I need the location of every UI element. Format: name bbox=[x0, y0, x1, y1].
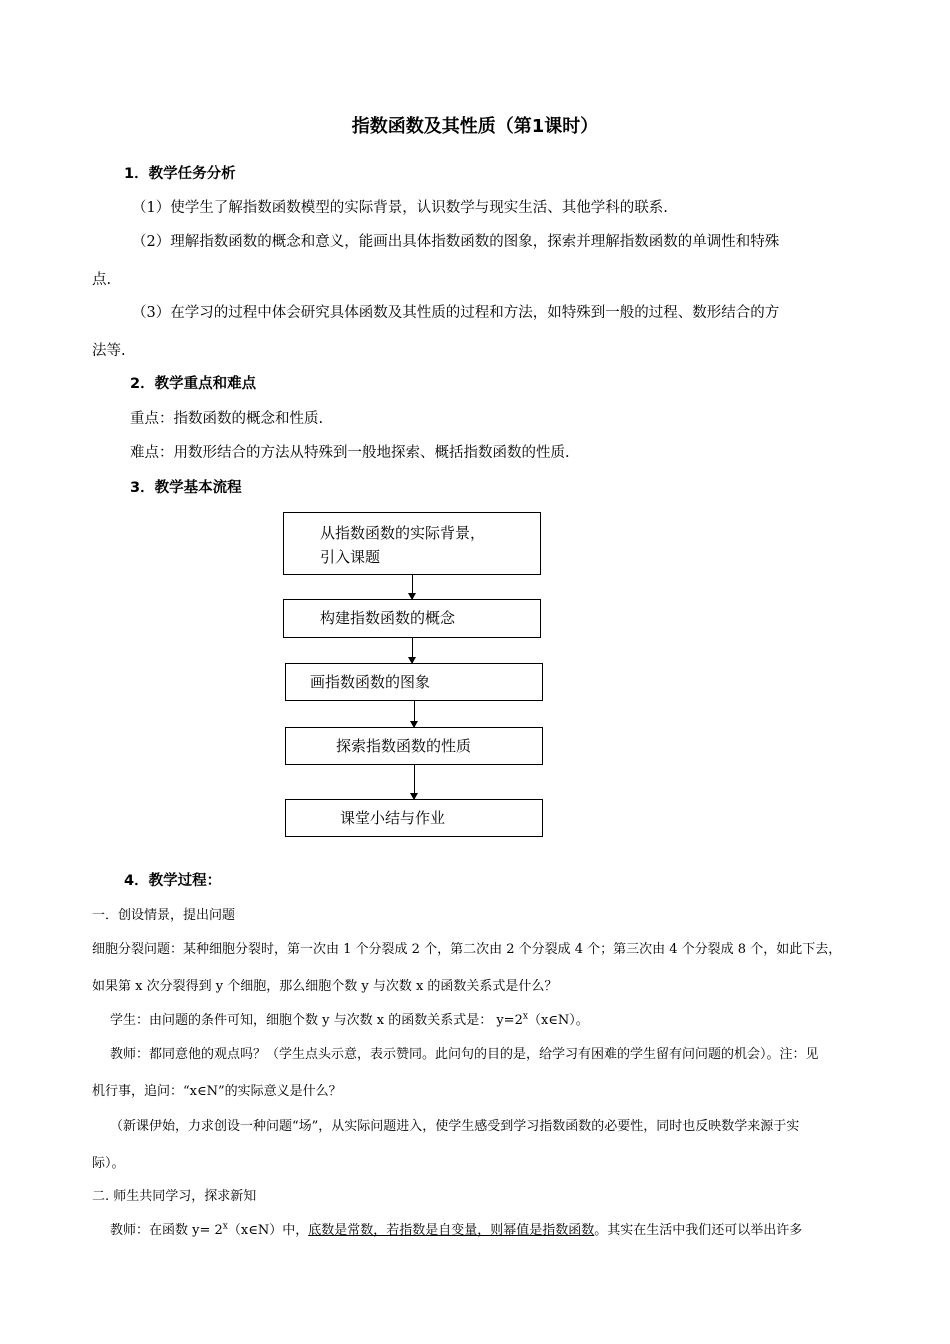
flow-arrow-4 bbox=[414, 765, 415, 799]
section-4-heading: 4．教学过程： bbox=[124, 873, 222, 889]
flow-arrow-1 bbox=[412, 575, 413, 599]
flow-step-3 bbox=[285, 663, 543, 701]
objective-3-line-2: 法等. bbox=[92, 343, 126, 359]
flow-arrow-3 bbox=[414, 701, 415, 727]
flow-step-2-label: 构建指数函数的概念 bbox=[320, 609, 456, 627]
flow-step-2 bbox=[283, 599, 541, 638]
objective-1: （1）使学生了解指数函数模型的实际背景，认识数学与现实生活、其他学科的联系. bbox=[132, 200, 668, 216]
objective-2-line-1: （2）理解指数函数的概念和意义，能画出具体指数函数的图象，探索并理解指数函数的单调性和特殊 bbox=[132, 234, 780, 250]
teacher-line-3-end: 。其实在生活中我们还可以举出许多 bbox=[594, 1223, 803, 1238]
teacher-line-3-exponent: x bbox=[222, 1221, 228, 1232]
flow-step-4-label: 探索指数函数的性质 bbox=[336, 737, 472, 755]
document-title: 指数函数及其性质（第1课时） bbox=[351, 116, 599, 137]
objective-2-line-2: 点. bbox=[92, 272, 112, 288]
section-3-heading: 3．教学基本流程 bbox=[130, 480, 242, 496]
flow-arrow-2 bbox=[412, 638, 413, 663]
flow-step-1-line-1: 从指数函数的实际背景， bbox=[320, 524, 486, 542]
section-2-heading: 2．教学重点和难点 bbox=[130, 376, 257, 392]
flow-step-4 bbox=[285, 727, 543, 765]
difficulty: 难点：用数形结合的方法从特殊到一般地探索、概括指数函数的性质. bbox=[130, 445, 570, 461]
student-answer-text: 学生：由问题的条件可知，细胞个数 y 与次数 x 的函数关系式是： y=2 bbox=[110, 1013, 523, 1028]
flow-step-1 bbox=[283, 512, 541, 575]
section-1-heading: 1．教学任务分析 bbox=[124, 166, 236, 182]
part-1-title: 一．创设情景，提出问题 bbox=[92, 908, 236, 923]
student-answer-domain: （x∈N）。 bbox=[527, 1013, 589, 1028]
note-line-2: 际）。 bbox=[92, 1156, 125, 1171]
flow-step-3-label: 画指数函数的图象 bbox=[310, 673, 431, 691]
flow-step-1-line-2: 引入课题 bbox=[320, 548, 381, 566]
flow-step-5-label: 课堂小结与作业 bbox=[340, 809, 446, 827]
objective-3-line-1: （3）在学习的过程中体会研究具体函数及其性质的过程和方法，如特殊到一般的过程、数形结合的方 bbox=[132, 305, 780, 321]
note-line-1: （新课伊始，力求创设一种问题“场”，从实际问题进入，使学生感受到学习指数函数的必要性，同时也反映数学来源于实 bbox=[110, 1119, 800, 1134]
problem-line-2: 如果第 x 次分裂得到 y 个细胞，那么细胞个数 y 与次数 x 的函数关系式是什么？ bbox=[92, 979, 558, 994]
teacher-line-2: 机行事，追问：“x∈N”的实际意义是什么？ bbox=[92, 1084, 342, 1099]
teacher-line-1: 教师：都同意他的观点吗？（学生点头示意，表示赞同。此问句的目的是，给学习有困难的学生留有问问题的机会）。注：见 bbox=[110, 1047, 819, 1062]
part-2-title: 二. 师生共同学习，探求新知 bbox=[92, 1189, 257, 1204]
flow-step-5 bbox=[285, 799, 543, 837]
student-answer bbox=[110, 1011, 589, 1031]
student-answer-exponent: x bbox=[522, 1011, 528, 1022]
problem-line-1: 细胞分裂问题：某种细胞分裂时，第一次由 1 个分裂成 2 个，第二次由 2 个分裂成 4 个；第三次由 4 个分裂成 8 个，如此下去， bbox=[92, 942, 842, 957]
key-point: 重点：指数函数的概念和性质. bbox=[130, 411, 324, 427]
teacher-line-3-domain: （x∈N）中， bbox=[227, 1223, 309, 1238]
teacher-line-3 bbox=[110, 1221, 802, 1241]
teacher-line-3-text: 教师：在函数 y= 2 bbox=[110, 1223, 223, 1238]
teaching-flowchart bbox=[280, 510, 550, 845]
definition-underlined: 底数是常数，若指数是自变量，则幂值是指数函数 bbox=[308, 1223, 595, 1238]
